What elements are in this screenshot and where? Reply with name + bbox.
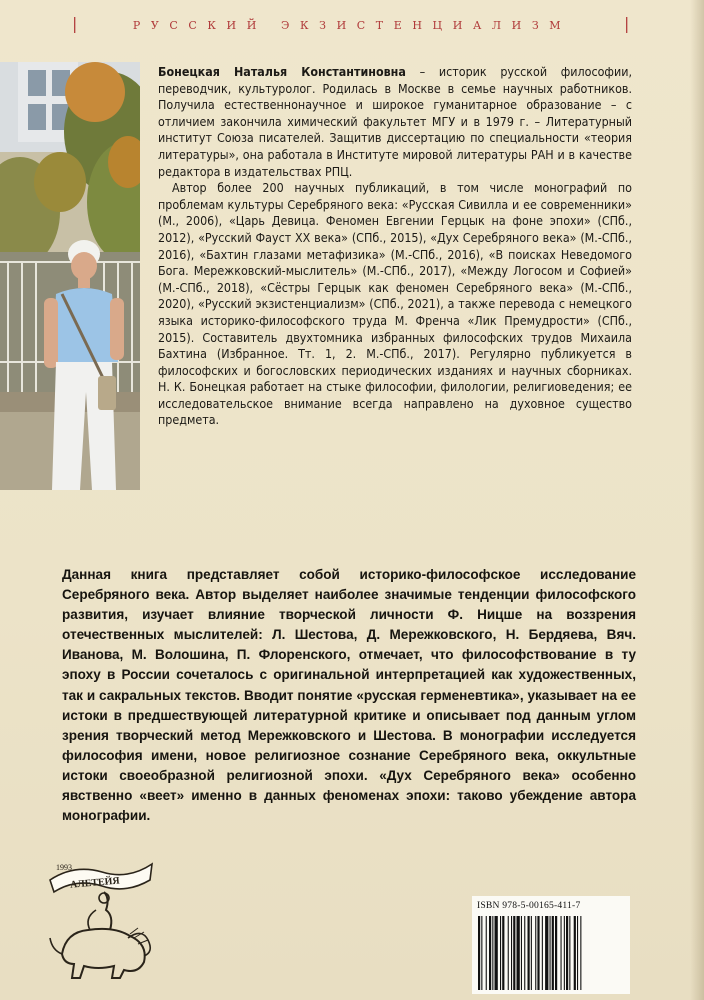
series-title: РУССКИЙ ЭКЗИСТЕНЦИАЛИЗМ — [132, 18, 572, 32]
author-name: Бонецкая Наталья Константиновна — [158, 64, 406, 79]
series-header — [0, 14, 704, 36]
logo-year: 1993 — [56, 863, 72, 872]
logo-name: АЛЕТЕЙЯ — [69, 875, 121, 891]
series-right-bar: | — [624, 14, 630, 33]
bio-paragraph-2: Автор более 200 научных публикаций, в том числе монографий по проблемам культуры Серебряного века: «Русская Сивилла и ее современники» (М., 2006), «Царь Девица. Феномен Евгении Герцык на фоне эпохи» (СПб., 2012), «Русский Фауст XX века» (СПб., 2015), «Дух Серебряного века» (М.-СПб., 2016), «Бахтин глазами метафизика» (М.-СПб., 2016), «В поисках Неведомого Бога. Мережковский-мыслитель» (М.-СПб., 2017), «Между Логосом и Софией» (М.-СПб., 2018), «Сёстры Герцык как феномен Серебряного века» (М.-СПб., 2020), «Русский экзистенциализм» (СПб., 2021), а также перевода с немецкого языка историко-философского труда М. Френча «Лик Премудрости» (СПб., 2015). Составитель двухтомника избранных философских трудов Михаила Бахтина (Избранное. Тт. 1, 2. М.-СПб., 2017). Регулярно публикуется в философских и богословских периодических изданиях и научных сборниках. Н. К. Бонецкая работает на стыке философии, филологии, религиоведения; ее исследовательское внимание всегда направлено на духовное существо предмета. — [158, 180, 632, 428]
bio-paragraph-1-text: – историк русской философии, переводчик, культуролог. Родилась в Москве в семье научных работников. Получила естественнонаучное и широкое гуманитарное образование – с отличием закончила химический факультет МГУ и в 1979 г. – Литературный институт Союза писателей. Защитив диссертацию по специальности «теория литературы», она работала в Институте мировой литературы РАН и в качестве редактора в издательствах РПЦ. — [158, 64, 632, 179]
author-photo — [0, 62, 140, 490]
cover-edge-shadow — [690, 0, 704, 1000]
isbn-block — [472, 896, 630, 994]
publisher-logo — [44, 858, 160, 982]
bio-paragraph-1 — [158, 64, 632, 180]
series-left-bar: | — [72, 14, 78, 33]
isbn-barcode — [476, 916, 626, 990]
book-annotation — [62, 565, 636, 826]
author-bio — [158, 64, 632, 429]
isbn-text: ISBN 978-5-00165-411-7 — [477, 900, 581, 911]
annotation-text: Данная книга представляет собой историко-философское исследование Серебряного века. Автор выделяет наиболее значимые тенденции философского развития, изучает влияние творческой личности Ф. Ницше на воззрения отечественных мыслителей: Л. Шестова, Д. Мережковского, Н. Бердяева, Вяч. Иванова, М. Волошина, П. Флоренского, отмечает, что философствование в ту эпоху в России сочеталось с оригинальной интерпретацией как художественных, так и сакральных текстов. Вводит понятие «русская герменевтика», указывает на ее истоки в предшествующей литературной критике и описывает под данным углом зрения творческий метод Мережковского и Шестова. В монографии исследуется философия имени, новое религиозное сознание Серебряного века, оккультные истоки своеобразной религиозной эпохи. «Дух Серебряного века» особенно явственно «веет» именно в данных феноменах эпохи: таково убеждение автора монографии. — [62, 567, 636, 824]
